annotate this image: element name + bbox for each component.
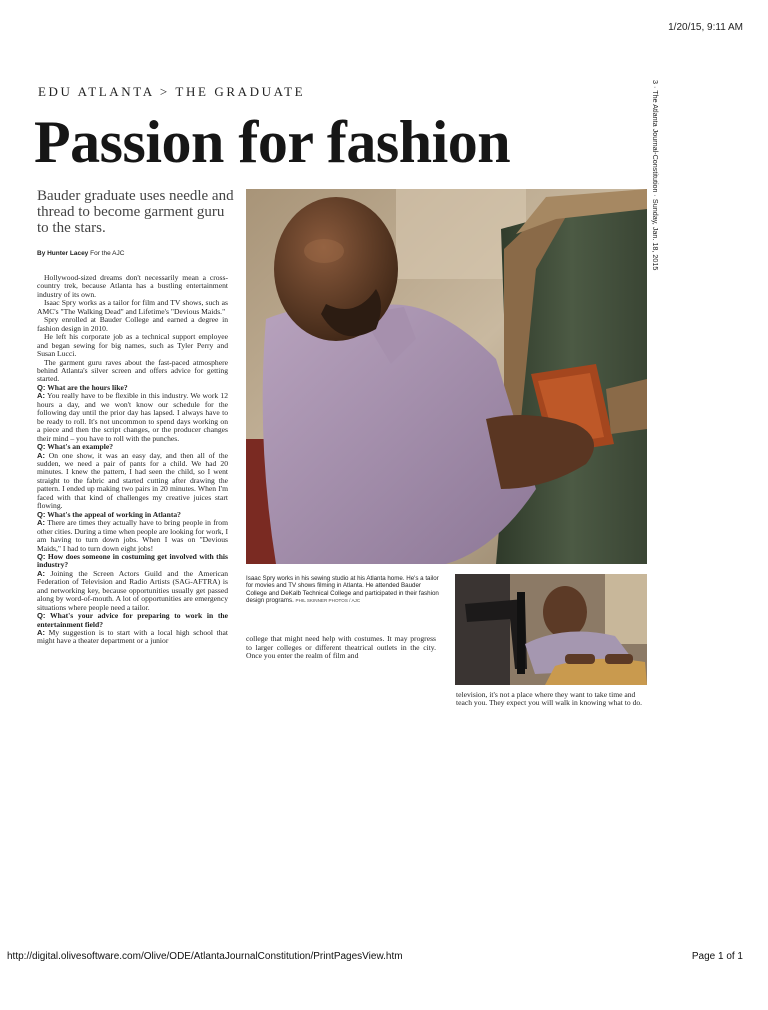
a-marker: A: [37,568,46,578]
page-count: Page 1 of 1 [691,951,743,962]
page-url: http://digital.olivesoftware.com/Olive/ODE/AtlantaJournalConstitution/PrintPagesView.htm [7,951,403,962]
publication-line [648,80,662,290]
photo-credit: PHIL SKINNER PHOTOS / AJC [295,598,361,604]
body-paragraph: He left his corporate job as a technical support employee and began sewing for big names, such as Tyler Perry and Susan Lucci. [37,332,228,359]
body-paragraph: Spry enrolled at Bauder College and earned a degree in fashion design in 2010. [37,315,228,333]
answer-text: On one show, it was an easy day, and then all of the sudden, we need a pair of pants for a child. We had 20 minutes. I knew the pattern, I had seen the child, so I went straight to the fabric and started cutting after drawing the pattern. I ended up making two pairs in 20 minutes. When I'm faced with that kind of challenges my creative juices start flowing. [37,450,228,511]
continuation-col-1: college that might need help with costumes. It may progress to larger colleges or different theatrical outlets in the city. Once you enter the realm of film and [246,634,436,660]
a-marker: A: [37,628,46,638]
byline-org: For the AJC [90,250,125,257]
q-marker: Q: [37,442,46,452]
answer-text: There are times they actually have to bring people in from other cities. During a time when people are looking for work, I am having to turn down jobs. When I was on "Devious Maids," I had to turn down eight jobs! [37,518,228,553]
question-text: What are the hours like? [47,382,128,392]
question-text: What's your advice for preparing to work in the entertainment field? [37,611,228,629]
answer-text: Joining the Screen Actors Guild and the American Federation of Television and Radio Artists (SAG-AFTRA) is and networking key, because opportunities usually get passed along by word-of-mouth. A lot of opportunities are emergency situations where people need a tailor. [37,568,228,612]
question [37,553,228,570]
body-paragraph: Hollywood-sized dreams don't necessarily mean a cross-country trek, because Atlanta has a bustling entertainment industry of its own. [37,273,228,299]
q-marker: Q: [37,611,46,621]
a-marker: A: [37,391,46,401]
answer-text: My suggestion is to start with a local high school that might have a theater department or a junior [37,628,229,646]
byline-name: By Hunter Lacey [37,250,89,257]
continuation-col-2: television, it's not a place where they want to take time and teach you. They expect you will walk in knowing what to do. [456,690,643,708]
print-timestamp: 1/20/15, 9:11 AM [668,22,743,33]
question-text: What's the appeal of working in Atlanta? [47,509,181,519]
publication-line-text: 3 · The Atlanta Journal-Constitution · Sunday, Jan. 18, 2015 [651,80,660,271]
answer [37,392,228,443]
secondary-photo [455,574,647,685]
main-photo [246,189,647,564]
byline [37,250,124,257]
question [37,612,228,629]
answer [37,570,228,612]
section-kicker: EDU ATLANTA > THE GRADUATE [38,84,306,99]
photo-caption [246,575,442,605]
headline: Passion for fashion [34,109,511,175]
a-marker: A: [37,450,46,460]
question-text: How does someone in costuming get involved with this industry? [37,551,229,570]
answer-text: You really have to be flexible in this industry. We work 12 hours a day, and we won't know our schedule for the following day until the prior day has lapsed. I always have to be ready to roll. It's not uncommon to spend days working on a piece and then the script changes, or the producer changes their mind – you have to roll with the punches. [37,391,228,443]
answer [37,452,228,511]
article-body [37,274,228,646]
caption-text: Isaac Spry works in his sewing studio at his Atlanta home. He's a tailor for movies and TV shows filming in Atlanta. He attended Bauder College and DeKalb Technical College and participated in their fashion design programs. [246,575,439,605]
q-marker: Q: [37,551,46,561]
body-paragraph: The garment guru raves about the fast-paced atmosphere behind Atlanta's silver screen and offers advice for getting started. [37,357,228,384]
body-paragraph: Isaac Spry works as a tailor for film and TV shows, such as AMC's "The Walking Dead" and Lifetime's "Devious Maids." [37,298,228,316]
deck: Bauder graduate uses needle and thread to become garment guru to the stars. [37,188,234,236]
answer [37,629,228,646]
q-marker: Q: [37,509,46,519]
q-marker: Q: [37,382,46,392]
a-marker: A: [37,518,46,528]
answer [37,519,228,553]
question-text: What's an example? [47,442,114,452]
